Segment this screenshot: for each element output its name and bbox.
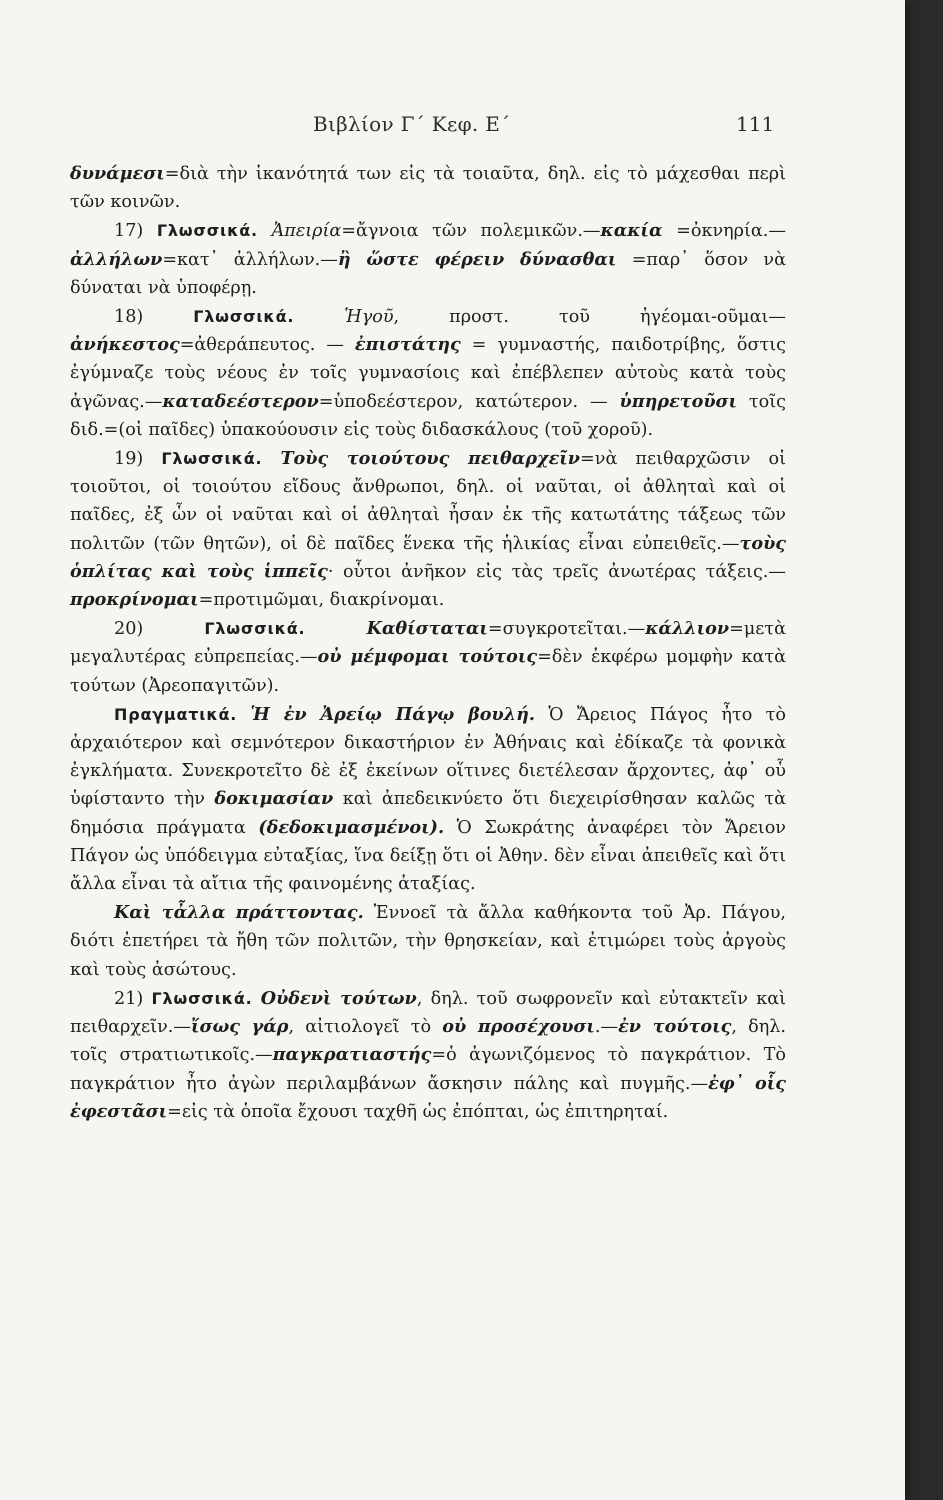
text-run <box>237 705 250 725</box>
term: Ἡγοῦ <box>344 307 394 328</box>
section-label: Πραγματικά. <box>114 704 238 724</box>
paragraph-pr1 <box>70 701 786 898</box>
term: ἐφ᾽ οἷς ἐφεστᾶσι <box>70 1072 787 1122</box>
term: παγκρατιαστής <box>272 1044 432 1066</box>
paragraph-p17 <box>70 217 786 302</box>
paragraph-p20 <box>70 615 786 700</box>
term: Οὐδενὶ τούτων <box>260 987 417 1009</box>
paragraph-p0 <box>70 160 786 216</box>
term: καταδεέστερον <box>162 390 319 412</box>
text-run: =προτιμῶμαι, διακρίνομαι. <box>198 590 445 611</box>
text-run: =ὀκνηρία.— <box>662 221 786 242</box>
text-run: .— <box>594 1017 619 1038</box>
term: Καὶ τἆλλα πράττοντας. <box>114 902 364 924</box>
section-label: Γλωσσικά. <box>151 988 253 1008</box>
term: ὑπηρετοῦσι <box>619 390 738 412</box>
text-run: =ὑποδεέστερον, κατώτερον. — <box>318 391 620 412</box>
term: οὐ μέμφομαι τούτοις <box>317 646 538 668</box>
term: οὐ προσέχουσι <box>442 1016 595 1038</box>
term: δοκιμασίαν <box>214 788 334 810</box>
header-title: Βιβλίον Γ΄ Κεφ. Ε΄ <box>313 112 511 136</box>
term: κάλλιον <box>645 618 730 640</box>
text-run: =διὰ τὴν ἱκανότητά των εἰς τὰ τοιαῦτα, δηλ. εἰς τὸ μάχεσθαι περὶ τῶν κοινῶν. <box>70 164 786 213</box>
text-run: =ὁ ἀγωνιζόμενος τὸ παγκράτιον. Τὸ παγκράτιον ἦτο ἀγὼν περιλαμβάνων ἄσκησιν πάλης καὶ πυγμῆς.— <box>70 1045 787 1094</box>
text-run: =ἀθεράπευτος. — <box>179 335 355 356</box>
page-number: 111 <box>736 112 775 136</box>
section-label: Γλωσσικά. <box>204 619 306 639</box>
page-body <box>70 160 786 1126</box>
text-run: , δηλ. τοῦ σωφρονεῖν καὶ εὐτακτεῖν καὶ πειθαρχεῖν.— <box>70 988 786 1038</box>
text-run <box>294 307 344 327</box>
running-header <box>0 112 905 142</box>
text-run: , προστ. τοῦ ἡγέομαι-οῦμαι— <box>393 307 786 328</box>
text-run: τοῖς διδ.=(οἱ παῖδες) ὑπακούουσιν εἰς τοὺς διδασκάλους (τοῦ χοροῦ). <box>70 391 786 440</box>
term: Ἀπειρία <box>271 221 342 242</box>
text-run: =νὰ πειθαρχῶσιν οἱ τοιοῦτοι, οἱ τοιούτου εἴδους ἄνθρωποι, δηλ. οἱ ναῦται, οἱ ἀθληταὶ καὶ οἱ παῖδες, ἐξ ὧν οἱ ναῦται καὶ οἱ ἀθληταὶ ἦσαν ἐκ τῆς κατωτάτης τάξεως τῶν πολιτῶν (τῶν θητῶν), οἱ δὲ παῖδες ἕνεκα τῆς ἡλικίας εἶναι εὐπειθεῖς.— <box>70 449 786 554</box>
text-run: 19) <box>114 449 162 470</box>
term: ἐν τούτοις <box>618 1016 732 1038</box>
term: προκρίνομαι <box>70 589 199 611</box>
text-run: · οὗτοι ἀνῆκον εἰς τὰς τρεῖς ἀνωτέρας τάξεις.— <box>327 561 786 582</box>
text-run <box>253 989 261 1009</box>
text-run <box>258 221 272 241</box>
term: Καθίσταται <box>366 618 488 640</box>
term: κακία <box>600 220 663 242</box>
term: ἴσως γάρ <box>190 1016 289 1038</box>
text-run: 17) <box>114 221 157 242</box>
text-run <box>262 449 280 469</box>
section-label: Γλωσσικά. <box>193 307 295 327</box>
text-run: 18) <box>114 307 194 328</box>
text-run: καὶ ἀπεδεικνύετο ὅτι διεχειρίσθησαν καλῶς τὰ δημόσια πράγματα <box>70 789 786 838</box>
text-run: Ὁ Ἄρειος Πάγος ἦτο τὸ ἀρχαιότερον καὶ σεμνότερον δικαστήριον ἐν Ἀθήναις καὶ ἐδίκαζε τὰ φονικὰ ἐγκλήματα. Συνεκροτεῖτο δὲ ἐξ ἐκείνων οἵτινες διετέλεσαν ἄρχοντες, ἀφ᾽ οὗ ὑφίσταντο τὴν <box>70 704 786 810</box>
term: Ἡ ἐν Ἀρείῳ Πάγῳ βουλή. <box>250 703 535 725</box>
term: τοὺς ὁπλίτας καὶ τοὺς ἱππεῖς <box>70 532 786 582</box>
text-run: =εἰς τὰ ὁποῖα ἔχουσι ταχθῆ ὡς ἐπόπται, ὡς ἐπιτηρηταί. <box>167 1101 669 1122</box>
text-run: =κατ᾽ ἀλλήλων.— <box>162 249 338 270</box>
section-label: Γλωσσικά. <box>156 221 258 241</box>
text-run: Ἐννοεῖ τὰ ἄλλα καθήκοντα τοῦ Ἀρ. Πάγου, διότι ἐπετήρει τὰ ἤθη τῶν πολιτῶν, τὴν θρησκείαν, καὶ ἐτιμώρει τοὺς ἀργοὺς καὶ τοὺς ἀσώτους. <box>70 903 786 980</box>
text-run: = γυμναστής, παιδοτρίβης, ὅστις ἐγύμναζε τοὺς νέους ἐν τοῖς γυμνασίοις καὶ ἐπέβλεπεν αὐτοὺς κατὰ τοὺς ἀγῶνας.— <box>70 335 787 412</box>
text-run: =παρ᾽ ὅσον νὰ δύναται νὰ ὑποφέρῃ. <box>70 249 787 298</box>
term: ἀνήκεστος <box>70 334 180 356</box>
section-label: Γλωσσικά. <box>161 449 263 469</box>
term: ἢ ὥστε φέρειν δύνασθαι <box>337 248 617 270</box>
text-run: Ὁ Σωκράτης ἀναφέρει τὸν Ἄρειον Πάγον ὡς ὑπόδειγμα εὐταξίας, ἵνα δείξῃ ὅτι οἱ Ἀθην. δὲν εἶναι ἀπειθεῖς καὶ ὅτι ἄλλα εἶναι τὰ αἴτια τῆς φαινομένης ἀταξίας. <box>70 817 786 895</box>
paragraph-p21 <box>70 985 786 1126</box>
term: ἐπιστάτης <box>354 334 461 356</box>
text-run: =μετὰ μεγαλυτέρας εὐπρεπείας.— <box>70 619 786 668</box>
term: (δεδοκιμασμένοι). <box>258 816 445 838</box>
paragraph-p19 <box>70 445 786 614</box>
text-run: 21) <box>114 988 152 1009</box>
text-run <box>305 619 366 639</box>
paragraph-pr2 <box>70 899 786 984</box>
text-run: , αἰτιολογεῖ τὸ <box>288 1017 443 1038</box>
term: Τοὺς τοιούτους πειθαρχεῖν <box>280 448 581 470</box>
text-run: , δηλ. τοῖς στρατιωτικοῖς.— <box>70 1017 786 1066</box>
text-run: =ἄγνοια τῶν πολεμικῶν.— <box>341 221 601 242</box>
paragraph-p18 <box>70 303 786 444</box>
term: δυνάμεσι <box>70 163 165 184</box>
text-run: =συγκροτεῖται.— <box>487 619 646 640</box>
text-run: 20) <box>114 619 205 640</box>
text-run: =δὲν ἐκφέρω μομφὴν κατὰ τούτων (Ἀρεοπαγιτῶν). <box>70 647 786 696</box>
term: ἀλλήλων <box>70 248 163 270</box>
